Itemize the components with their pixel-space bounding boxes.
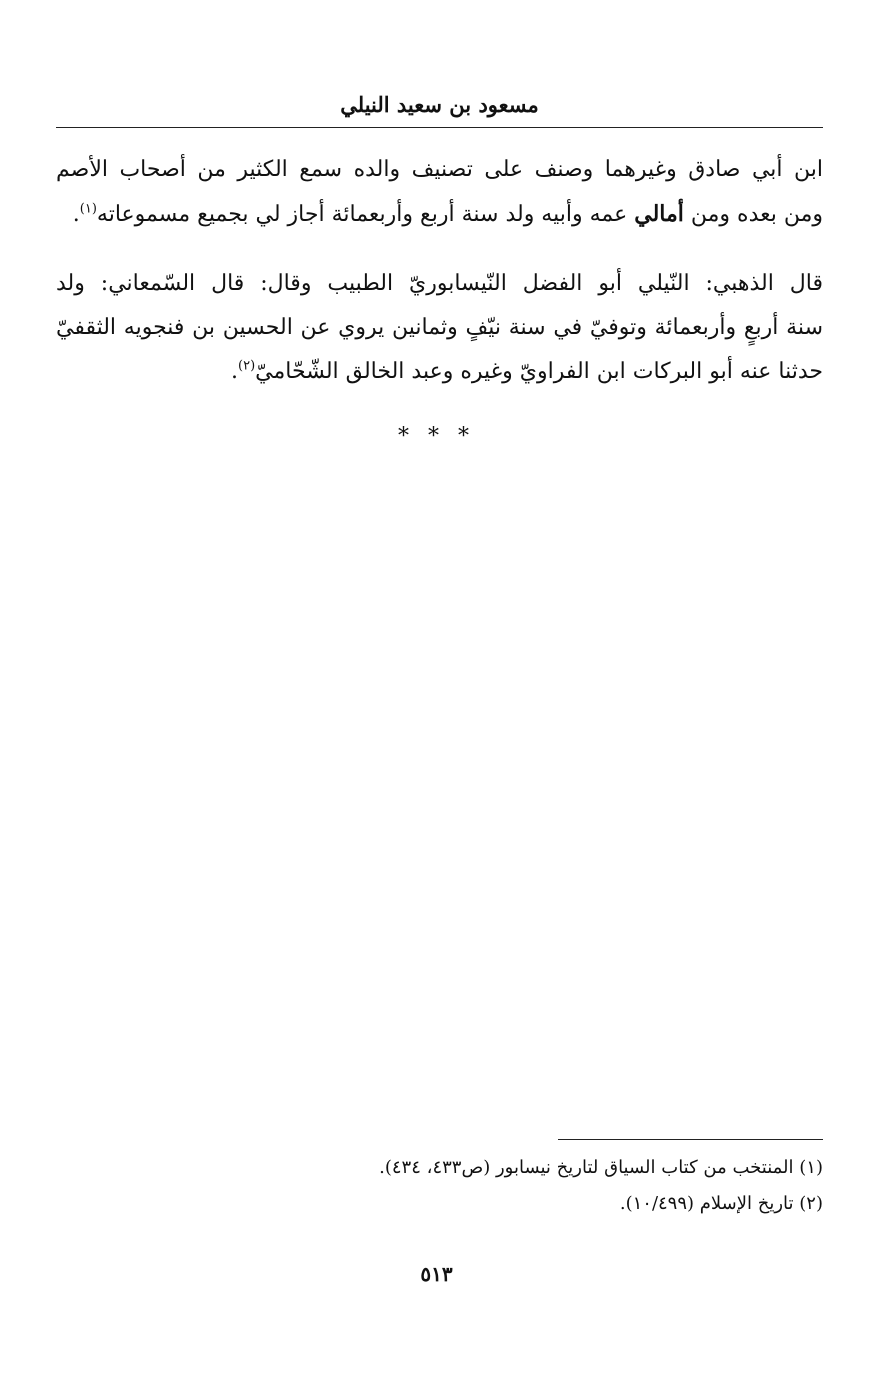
paragraph-1-line-2-rest: عمه وأبيه ولد سنة أربع وأربعمائة أجاز لي بجميع مسموعاته: [96, 202, 628, 227]
section-separator: * * *: [398, 424, 475, 449]
paragraph-1-end-mark: .: [72, 202, 80, 227]
paragraph-2: [56, 262, 823, 394]
footnote-rule: [558, 1139, 823, 1140]
paragraph-1-line-1: ابن أبي صادق وغيرهما وصنف على تصنيف والده سمع الكثير من أصحاب الأصم: [56, 157, 823, 182]
footnote-1-text: المنتخب من كتاب السياق لتاريخ نيسابور (ص٤٣٣، ٤٣٤).: [379, 1157, 794, 1178]
footnote-2-marker: (٢): [799, 1193, 823, 1214]
header-rule: [56, 127, 823, 128]
paragraph-2-end-mark: .: [231, 359, 239, 384]
paragraph-2-line-3: [56, 350, 823, 394]
paragraph-1: [56, 148, 823, 237]
footnote-1-marker: (١): [799, 1157, 823, 1178]
footnote-2-text: تاريخ الإسلام (١٠/٤٩٩).: [619, 1193, 794, 1214]
footnote-ref-1[interactable]: (١): [79, 201, 97, 217]
paragraph-2-line-1: قال الذهبي: النّيلي أبو الفضل النّيسابوريّ الطبيب وقال: قال السّمعاني: ولد: [56, 271, 823, 296]
footnotes: [56, 1150, 823, 1222]
paragraph-1-line-2: [56, 192, 823, 237]
footnote-ref-2[interactable]: (٢): [238, 358, 256, 374]
paragraph-2-line-3-text: حدثنا عنه أبو البركات ابن الفراويّ وغيره وعبد الخالق الشّحّاميّ: [255, 359, 823, 384]
running-header: مسعود بن سعيد النيلي: [340, 92, 539, 117]
emphasized-word: أمالي: [634, 201, 684, 227]
paragraph-1-line-2-start: ومن بعده ومن: [690, 202, 823, 227]
footnote-1: [56, 1150, 823, 1186]
paragraph-2-line-2: سنة أربعٍ وأربعمائة وتوفيّ في سنة نيّفٍ وثمانين يروي عن الحسين بن فنجويه الثقفيّ: [56, 315, 823, 340]
footnote-2: [56, 1186, 823, 1222]
page-number: ٥١٣: [420, 1262, 453, 1286]
